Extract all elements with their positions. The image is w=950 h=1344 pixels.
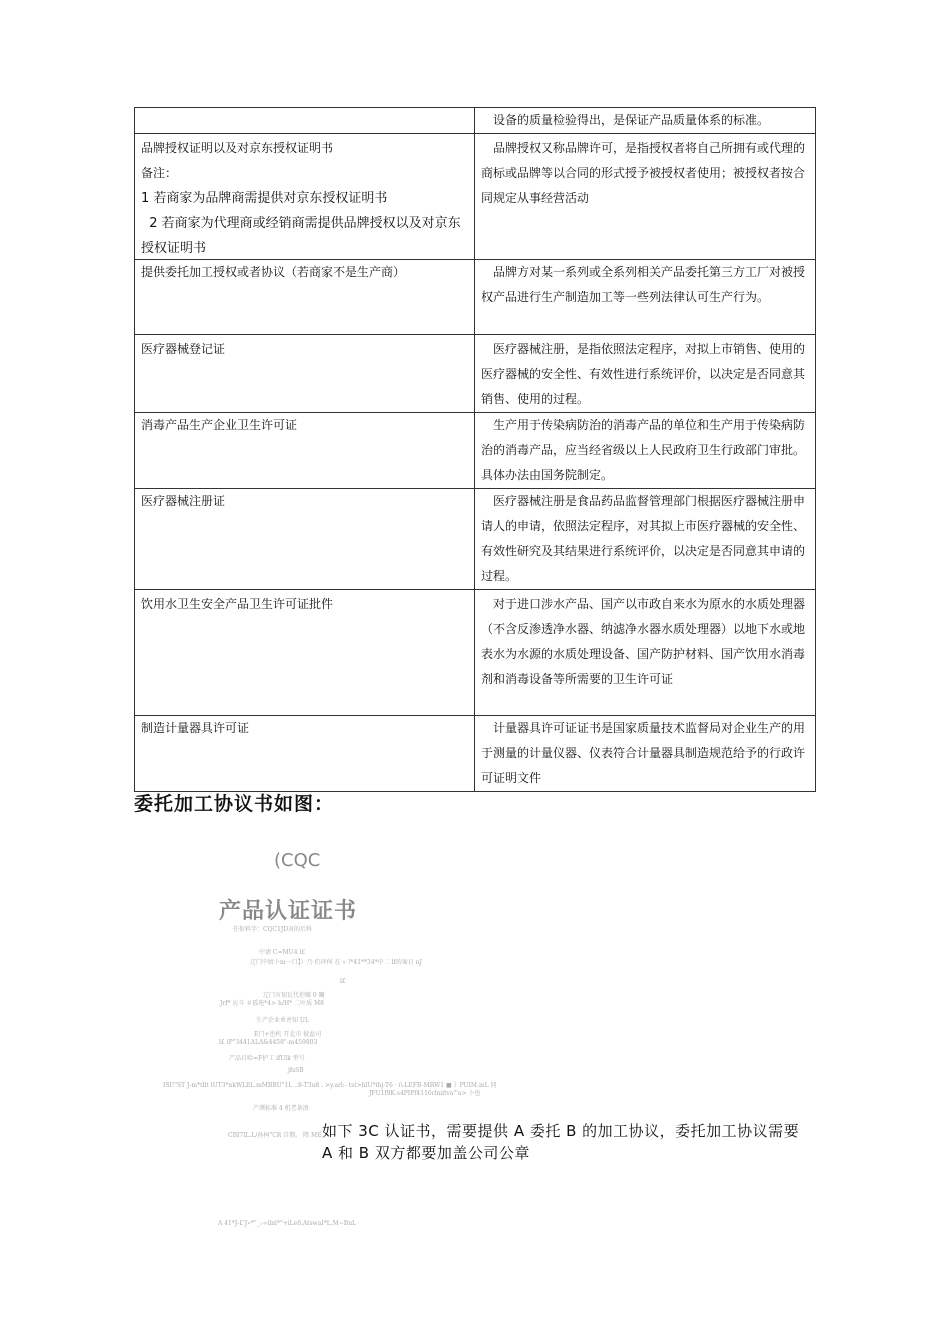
certificate-text: jfsSB xyxy=(288,1067,304,1074)
table-row xyxy=(135,108,816,134)
table-row xyxy=(135,335,816,413)
cell-text: 备注： xyxy=(141,166,178,180)
table-cell-left: 提供委托加工授权或者协议（若商家不是生产商） xyxy=(135,260,475,335)
table-cell-right: 医疗器械注册是食品药品监督管理部门根据医疗器械注册申请人的申请，依照法定程序，对其拟上市医疗器械的安全性、有效性研究及其结果进行系统评价，以决定是否同意其申请的过程。 xyxy=(475,489,816,590)
document-table xyxy=(134,107,816,792)
certificate-text: l£ xyxy=(340,978,346,985)
table-cell-right: 计量器具许可证证书是国家质量技术监督局对企业生产的用于测量的计量仪器、仪表符合计量器具制造规范给予的行政许可证明文件 xyxy=(475,716,816,792)
caption-text: 如下 3C 认证书，需要提供 A 委托 B 的加工协议，委托加工协议需要 A 和 B 双方都要加盖公司公章 xyxy=(322,1122,800,1162)
table-cell-left xyxy=(135,108,475,134)
certificate-text: CBI7IL.L/孙柯"CR 自期。 隋 ME xyxy=(228,1132,322,1139)
table-cell-right: 生产用于传染病防治的消毒产品的单位和生产用于传染病防治的消毒产品，应当经省级以上人民政府卫生行政部门审批。具体办法由国务院制定。 xyxy=(475,413,816,489)
cqc-logo-text: (CQC xyxy=(274,850,321,871)
certificate-footer-text: A 41*J-£'J»*"_:-»ilnl*"+iLe6.AtswaI*L.M~BnL xyxy=(218,1220,357,1227)
table-cell-left: 医疗器械注册证 xyxy=(135,489,475,590)
certificate-text: 辽门中厨卜m一口】）乃 们冲何 在 » !*41**34*中二 lf的匍日 nJ xyxy=(250,959,422,966)
certificate-text: JFU1f9K.s4PIPf4116rlmltva"'a> 卜也 xyxy=(369,1090,481,1097)
table-cell-left xyxy=(135,134,475,260)
table-cell-left: 消毒产品生产企业卫生许可证 xyxy=(135,413,475,489)
table-cell-left: 制造计量器具许可证 xyxy=(135,716,475,792)
certificate-text: 生产企业单并知 UL xyxy=(256,1017,309,1024)
section-heading: 委托加工协议书如图： xyxy=(134,793,335,815)
table-cell-right: 品牌授权又称品牌许可，是指授权者将自己所拥有或代理的商标或品牌等以合同的形式授予被授权者使用；被授权者按合同规定从事经营活动 xyxy=(475,134,816,260)
certificate-text: 任衔料字：CQC1JD对的后科 xyxy=(233,926,313,933)
certificate-text: 中请 C=MU4 l£ xyxy=(259,949,306,956)
table-row xyxy=(135,260,816,335)
certificate-text: 辽门市韧瓦代坦嘘 0 豳 xyxy=(263,992,325,999)
table-row xyxy=(135,489,816,590)
table-cell-left: 医疗器械登记证 xyxy=(135,335,475,413)
certificate-text: E门+也机 开北市 彼益司 xyxy=(254,1031,322,1038)
table-row xyxy=(135,716,816,792)
certificate-text: 产潭标准 4 机老条浪 xyxy=(253,1105,309,1112)
certificate-text: l£ iP"3441ALA&4458"-m459803 xyxy=(219,1039,318,1046)
table-row xyxy=(135,134,816,260)
certificate-title: 产品认证证书 xyxy=(219,899,358,924)
cell-text: 品牌授权证明以及对京东授权证明书 xyxy=(141,141,334,155)
cell-text: 1 若商家为品牌商需提供对京东授权证明书 xyxy=(141,191,388,206)
table-cell-left: 饮用水卫生安全产品卫生许可证批件 xyxy=(135,590,475,716)
table-cell-right: 品牌方对某一系列或全系列相关产品委托第三方工厂对被授权产品进行生产制造加工等一些列法律认可生产行为。 xyxy=(475,260,816,335)
certificate-text: Jrf* 应斗 ＃孤电*4> h/H* 二叶质 M8 xyxy=(220,1000,324,1007)
certificate-text: ISI!"ST J-m*tllt lUT3*nkWLfiL.mMBBU"1L ..8-T3u8 . >y.arl:- tst>hlU*ihj-T6 · i\-LEFB-MRW1 ■ ｝PUIM.mL 同 xyxy=(163,1082,497,1089)
table-row xyxy=(135,590,816,716)
table-cell-right: 设备的质量检验得出，是保证产品质量体系的标准。 xyxy=(475,108,816,134)
table-cell-right: 医疗器械注册，是指依照法定程序，对拟上市销售、使用的医疗器械的安全性、有效性进行系统评价，以决定是否同意其销售、使用的过程。 xyxy=(475,335,816,413)
certificate-text: 产品目哈=F护工 ifUlk 型号 xyxy=(229,1055,305,1062)
cell-text: 2 若商家为代理商或经销商需提供品牌授权以及对京东授权证明书 xyxy=(141,216,461,256)
table-row xyxy=(135,413,816,489)
table-cell-right: 对于进口涉水产品、国产以市政自来水为原水的水质处理器（不含反渗透净水器、纳滤净水器水质处理器）以地下水或地表水为水源的水质处理设备、国产防护材料、国产饮用水消毒剂和消毒设备等所需要的卫生许可证 xyxy=(475,590,816,716)
certificate-image xyxy=(160,848,497,1238)
